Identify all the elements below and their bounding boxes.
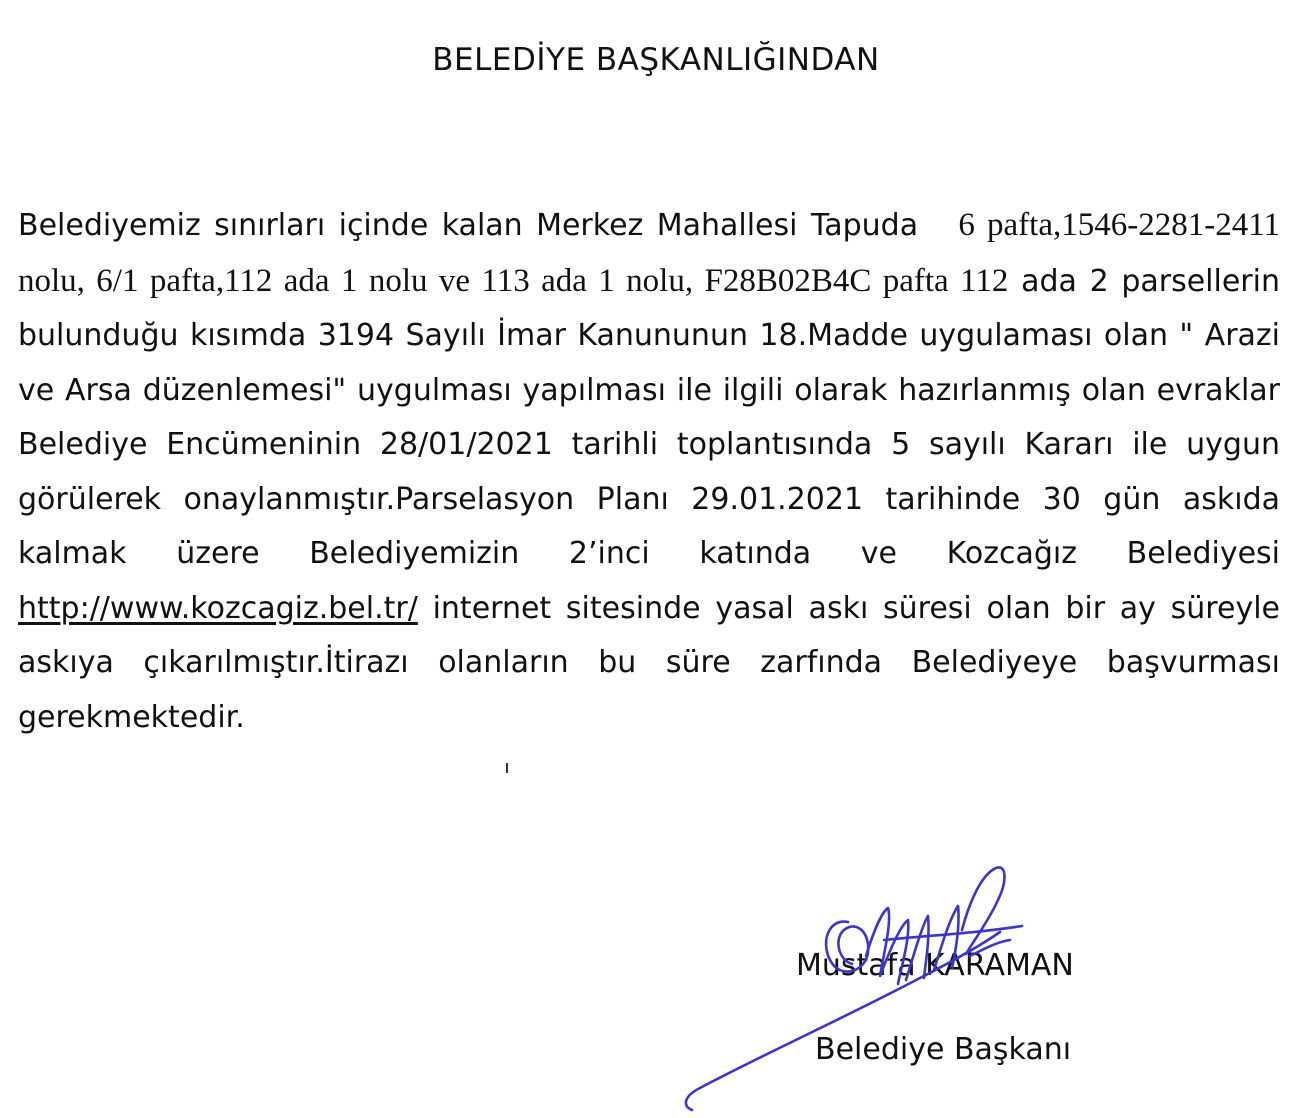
website-link[interactable]: http://www.kozcagiz.bel.tr/	[18, 590, 418, 626]
signatory-name: Mustafa KARAMAN	[796, 948, 1074, 983]
stray-mark	[506, 763, 508, 773]
body-text-part-2: 6 pafta,1546-2281-2411 nolu, 6/1 pafta,112 ada 1 nolu ve 113 ada 1 nolu, F28B02B4C pafta 112	[18, 207, 1280, 299]
signatory-title: Belediye Başkanı	[815, 1032, 1072, 1067]
body-text-part-3: ada 2 parsellerin bulunduğu kısımda 3194 Sayılı İmar Kanununun 18.Madde uygulaması olan " Arazi ve Arsa düzenlemesi" uygulması yapılması ile ilgili olarak hazırlanmış olan evraklar Belediye Encümeninin 28/01/2021 tarihli toplantısında 5 sayılı Kararı ile uygun görülerek onaylanmıştır.Parselasyon Planı 29.01.2021 tarihinde 30 gün askıda kalmak üzere Belediyemizin 2’inci katında ve Kozcağız Belediyesi	[18, 263, 1280, 571]
body-text-part-4: internet sitesinde yasal askı süresi olan bir ay süreyle askıya çıkarılmıştır.İtirazı olanların bu süre zarfında Belediyeye başvurması gerekmektedir.	[18, 590, 1280, 735]
page-title: BELEDİYE BAŞKANLIĞINDAN	[432, 42, 880, 78]
body-text-part-1: Belediyemiz sınırları içinde kalan Merkez Mahallesi Tapuda	[18, 208, 919, 243]
announcement-body	[18, 198, 1280, 745]
handwritten-signature	[670, 860, 1030, 1118]
